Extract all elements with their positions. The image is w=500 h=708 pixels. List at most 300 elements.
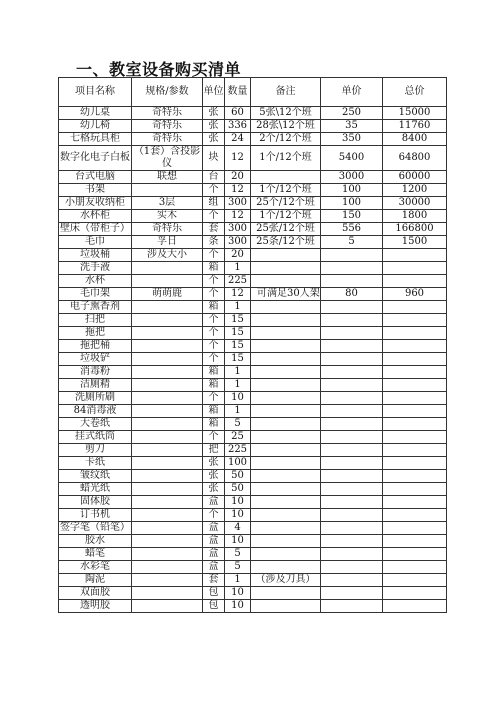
cell-item-name: 大卷纸: [59, 418, 132, 431]
cell-unit-price: [321, 249, 383, 262]
cell-unit: 套: [203, 223, 225, 236]
cell-spec: （1套）含投影仪: [132, 146, 203, 171]
cell-total-price: [383, 457, 447, 470]
cell-remark: 28张\12个班: [251, 120, 321, 133]
cell-unit: 块: [203, 146, 225, 171]
cell-quantity: 10: [225, 496, 251, 509]
cell-quantity: 10: [225, 587, 251, 600]
cell-item-name: 皱纹纸: [59, 470, 132, 483]
cell-unit-price: [321, 275, 383, 288]
cell-unit-price: [321, 262, 383, 275]
cell-item-name: 洗手液: [59, 262, 132, 275]
cell-quantity: 5: [225, 561, 251, 574]
cell-item-name: 幼儿椅: [59, 120, 132, 133]
cell-spec: [132, 353, 203, 366]
cell-remark: [251, 327, 321, 340]
cell-remark: [251, 366, 321, 379]
table-row: [59, 600, 447, 613]
cell-unit-price: [321, 522, 383, 535]
cell-unit: 张: [203, 470, 225, 483]
cell-remark: [251, 275, 321, 288]
cell-quantity: 10: [225, 600, 251, 613]
cell-unit: 包: [203, 600, 225, 613]
table-row: [59, 470, 447, 483]
cell-total-price: 60000: [383, 171, 447, 184]
cell-total-price: [383, 405, 447, 418]
cell-remark: [251, 392, 321, 405]
cell-remark: （涉及刀具）: [251, 574, 321, 587]
cell-item-name: 垃圾铲: [59, 353, 132, 366]
cell-item-name: 水杯柜: [59, 210, 132, 223]
cell-unit: 组: [203, 197, 225, 210]
cell-unit-price: [321, 431, 383, 444]
cell-remark: 25个/12个班: [251, 197, 321, 210]
cell-remark: [251, 522, 321, 535]
cell-spec: [132, 405, 203, 418]
cell-total-price: [383, 509, 447, 522]
cell-spec: 联想: [132, 171, 203, 184]
cell-unit-price: [321, 301, 383, 314]
cell-total-price: [383, 600, 447, 613]
cell-unit: 条: [203, 236, 225, 249]
cell-spec: 孚日: [132, 236, 203, 249]
cell-unit: 包: [203, 587, 225, 600]
cell-total-price: 64800: [383, 146, 447, 171]
cell-unit: 个: [203, 314, 225, 327]
cell-item-name: 陶泥: [59, 574, 132, 587]
table-row: [59, 561, 447, 574]
cell-item-name: 胶水: [59, 535, 132, 548]
cell-remark: 可满足30人架: [251, 288, 321, 301]
cell-total-price: [383, 301, 447, 314]
cell-remark: 5张\12个班: [251, 107, 321, 120]
cell-remark: 2个/12个班: [251, 133, 321, 146]
cell-total-price: 1800: [383, 210, 447, 223]
table-row: [59, 223, 447, 236]
cell-spec: 萌萌鹿: [132, 288, 203, 301]
cell-unit: 个: [203, 249, 225, 262]
cell-item-name: 双面胶: [59, 587, 132, 600]
table-row: [59, 301, 447, 314]
cell-remark: 25条/12个班: [251, 236, 321, 249]
table-row: [59, 171, 447, 184]
cell-remark: [251, 470, 321, 483]
cell-item-name: 84消毒液: [59, 405, 132, 418]
cell-remark: [251, 600, 321, 613]
cell-spec: [132, 444, 203, 457]
cell-unit: 个: [203, 327, 225, 340]
cell-unit: 箱: [203, 262, 225, 275]
cell-unit-price: [321, 353, 383, 366]
cell-item-name: 消毒粉: [59, 366, 132, 379]
table-row: [59, 457, 447, 470]
cell-unit: 个: [203, 509, 225, 522]
table-row: [59, 107, 447, 120]
cell-unit: 盒: [203, 535, 225, 548]
cell-quantity: 300: [225, 223, 251, 236]
cell-quantity: 12: [225, 184, 251, 197]
cell-spec: [132, 327, 203, 340]
table-row: [59, 431, 447, 444]
cell-spec: 奇特乐: [132, 133, 203, 146]
cell-item-name: 透明胶: [59, 600, 132, 613]
cell-quantity: 25: [225, 431, 251, 444]
cell-unit-price: [321, 548, 383, 561]
cell-spec: [132, 548, 203, 561]
cell-total-price: 1200: [383, 184, 447, 197]
cell-unit-price: [321, 379, 383, 392]
table-row: [59, 146, 447, 171]
cell-unit: 箱: [203, 418, 225, 431]
cell-spec: 涉及大小: [132, 249, 203, 262]
cell-item-name: 电子熏香剂: [59, 301, 132, 314]
cell-total-price: 30000: [383, 197, 447, 210]
cell-spec: [132, 470, 203, 483]
cell-spec: 奇特乐: [132, 107, 203, 120]
cell-spec: [132, 457, 203, 470]
cell-unit-price: [321, 483, 383, 496]
table-row: [59, 535, 447, 548]
cell-quantity: 5: [225, 418, 251, 431]
header-total-price: 总价: [383, 78, 447, 107]
table-row: [59, 574, 447, 587]
cell-spec: [132, 509, 203, 522]
cell-quantity: 12: [225, 288, 251, 301]
header-unit-price: 单价: [321, 78, 383, 107]
cell-remark: [251, 535, 321, 548]
cell-item-name: 固体胶: [59, 496, 132, 509]
cell-unit-price: [321, 574, 383, 587]
cell-unit-price: 35: [321, 120, 383, 133]
table-row: [59, 236, 447, 249]
cell-total-price: [383, 249, 447, 262]
cell-spec: [132, 379, 203, 392]
cell-unit: 盒: [203, 496, 225, 509]
cell-unit-price: 150: [321, 210, 383, 223]
cell-spec: [132, 496, 203, 509]
cell-remark: [251, 496, 321, 509]
cell-quantity: 4: [225, 522, 251, 535]
table-row: [59, 262, 447, 275]
cell-item-name: 七格玩具柜: [59, 133, 132, 146]
cell-quantity: 1: [225, 262, 251, 275]
cell-total-price: [383, 431, 447, 444]
cell-remark: [251, 444, 321, 457]
table-row: [59, 366, 447, 379]
cell-total-price: [383, 522, 447, 535]
equipment-table: [58, 77, 447, 613]
cell-item-name: 拖把桶: [59, 340, 132, 353]
header-item-name: 项目名称: [59, 78, 132, 107]
cell-item-name: 剪刀: [59, 444, 132, 457]
cell-total-price: [383, 561, 447, 574]
cell-total-price: 1500: [383, 236, 447, 249]
table-row: [59, 314, 447, 327]
cell-spec: [132, 275, 203, 288]
cell-remark: [251, 548, 321, 561]
header-spec: 规格/参数: [132, 78, 203, 107]
cell-unit-price: [321, 418, 383, 431]
cell-unit: 箱: [203, 366, 225, 379]
cell-total-price: [383, 379, 447, 392]
cell-spec: [132, 392, 203, 405]
cell-quantity: 24: [225, 133, 251, 146]
cell-unit-price: 556: [321, 223, 383, 236]
cell-remark: 1个/12个班: [251, 210, 321, 223]
table-body: [59, 107, 447, 613]
cell-quantity: 60: [225, 107, 251, 120]
cell-unit: 个: [203, 275, 225, 288]
cell-unit: 个: [203, 340, 225, 353]
table-row: [59, 120, 447, 133]
cell-item-name: 垃圾桶: [59, 249, 132, 262]
cell-remark: [251, 301, 321, 314]
cell-unit: 个: [203, 392, 225, 405]
table-row: [59, 197, 447, 210]
cell-unit: 台: [203, 171, 225, 184]
cell-unit: 个: [203, 184, 225, 197]
cell-total-price: [383, 470, 447, 483]
cell-unit-price: 5400: [321, 146, 383, 171]
cell-unit: 箱: [203, 405, 225, 418]
table-row: [59, 327, 447, 340]
cell-total-price: [383, 314, 447, 327]
cell-item-name: 水彩笔: [59, 561, 132, 574]
cell-total-price: [383, 574, 447, 587]
cell-total-price: [383, 483, 447, 496]
cell-quantity: 1: [225, 574, 251, 587]
cell-unit-price: [321, 340, 383, 353]
header-quantity: 数量: [225, 78, 251, 107]
cell-item-name: 数字化电子白板: [59, 146, 132, 171]
cell-total-price: [383, 340, 447, 353]
cell-unit: 套: [203, 574, 225, 587]
table-row: [59, 522, 447, 535]
cell-quantity: 15: [225, 314, 251, 327]
cell-remark: [251, 457, 321, 470]
cell-unit: 个: [203, 210, 225, 223]
cell-unit-price: 3000: [321, 171, 383, 184]
table-row: [59, 392, 447, 405]
table-row: [59, 210, 447, 223]
cell-total-price: [383, 444, 447, 457]
cell-quantity: 12: [225, 146, 251, 171]
cell-unit: 个: [203, 288, 225, 301]
cell-unit: 盒: [203, 548, 225, 561]
cell-item-name: 卡纸: [59, 457, 132, 470]
cell-quantity: 1: [225, 301, 251, 314]
cell-unit: 张: [203, 133, 225, 146]
table-row: [59, 444, 447, 457]
header-unit: 单位: [203, 78, 225, 107]
cell-item-name: 壁床（带柜子）: [60, 223, 130, 234]
cell-unit: 张: [203, 120, 225, 133]
cell-unit: 个: [203, 353, 225, 366]
cell-unit-price: [321, 509, 383, 522]
cell-total-price: [383, 418, 447, 431]
cell-total-price: 166800: [383, 223, 447, 236]
cell-spec: 实木: [132, 210, 203, 223]
cell-item-name: 拖把: [59, 327, 132, 340]
cell-spec: [132, 366, 203, 379]
table-row: [59, 587, 447, 600]
cell-total-price: [383, 366, 447, 379]
cell-unit: 张: [203, 483, 225, 496]
cell-unit-price: [321, 587, 383, 600]
cell-item-name: 扫把: [59, 314, 132, 327]
cell-unit-price: [321, 405, 383, 418]
cell-spec: [132, 483, 203, 496]
cell-remark: [251, 431, 321, 444]
cell-item-name: 幼儿桌: [59, 107, 132, 120]
cell-remark: [251, 262, 321, 275]
cell-spec: [132, 522, 203, 535]
cell-unit-price: 100: [321, 184, 383, 197]
cell-item-name: 订书机: [59, 509, 132, 522]
cell-remark: [251, 353, 321, 366]
cell-quantity: 1: [225, 405, 251, 418]
cell-quantity: 1: [225, 366, 251, 379]
cell-unit-price: 100: [321, 197, 383, 210]
table-row: [59, 379, 447, 392]
cell-remark: [251, 587, 321, 600]
cell-item-name: 蜡光纸: [59, 483, 132, 496]
cell-total-price: 8400: [383, 133, 447, 146]
cell-total-price: [383, 262, 447, 275]
cell-remark: [251, 561, 321, 574]
cell-remark: 1个/12个班: [251, 146, 321, 171]
cell-quantity: 15: [225, 340, 251, 353]
cell-unit-price: 350: [321, 133, 383, 146]
cell-spec: [132, 184, 203, 197]
cell-spec: [132, 431, 203, 444]
cell-quantity: 20: [225, 249, 251, 262]
cell-spec: [132, 314, 203, 327]
table-row: [59, 133, 447, 146]
cell-quantity: 10: [225, 509, 251, 522]
cell-item-name: 洁厕精: [59, 379, 132, 392]
cell-spec: [132, 262, 203, 275]
cell-unit: 个: [203, 431, 225, 444]
cell-total-price: 11760: [383, 120, 447, 133]
cell-unit: 张: [203, 457, 225, 470]
cell-quantity: 1: [225, 379, 251, 392]
cell-item-name: 蜡笔: [59, 548, 132, 561]
cell-item-name: 毛巾: [59, 236, 132, 249]
cell-total-price: 960: [383, 288, 447, 301]
cell-quantity: 300: [225, 197, 251, 210]
cell-quantity: 225: [225, 275, 251, 288]
cell-unit-price: 5: [321, 236, 383, 249]
cell-remark: [251, 340, 321, 353]
header-remark: 备注: [251, 78, 321, 107]
cell-spec: [132, 574, 203, 587]
cell-unit: 箱: [203, 379, 225, 392]
cell-item-name: 挂式纸筒: [59, 431, 132, 444]
cell-quantity: 10: [225, 535, 251, 548]
cell-unit-price: [321, 314, 383, 327]
cell-item-name: 台式电脑: [59, 171, 132, 184]
cell-quantity: 50: [225, 483, 251, 496]
cell-quantity: 225: [225, 444, 251, 457]
cell-spec: [132, 340, 203, 353]
cell-unit-price: [321, 561, 383, 574]
cell-quantity: 15: [225, 353, 251, 366]
cell-quantity: 10: [225, 392, 251, 405]
cell-spec: [132, 561, 203, 574]
cell-spec: [132, 418, 203, 431]
cell-unit-price: [321, 457, 383, 470]
cell-total-price: [383, 353, 447, 366]
table-row: [59, 496, 447, 509]
cell-quantity: 5: [225, 548, 251, 561]
cell-remark: [251, 249, 321, 262]
cell-spec: 奇特乐: [132, 120, 203, 133]
cell-total-price: [383, 587, 447, 600]
cell-quantity: 100: [225, 457, 251, 470]
cell-unit: 盒: [203, 561, 225, 574]
table-row: [59, 509, 447, 522]
cell-item-name: 签字笔（铅笔）: [60, 522, 130, 533]
cell-spec: [132, 587, 203, 600]
cell-quantity: 336: [225, 120, 251, 133]
cell-quantity: 20: [225, 171, 251, 184]
cell-remark: [251, 405, 321, 418]
table-row: [59, 275, 447, 288]
cell-unit-price: [321, 392, 383, 405]
cell-unit-price: [321, 600, 383, 613]
cell-quantity: 12: [225, 210, 251, 223]
cell-spec: 奇特乐: [132, 223, 203, 236]
cell-item-name: 水杯: [59, 275, 132, 288]
cell-unit-price: [321, 496, 383, 509]
cell-remark: [251, 509, 321, 522]
cell-unit-price: [321, 366, 383, 379]
cell-unit-price: [321, 535, 383, 548]
table-row: [59, 483, 447, 496]
cell-remark: [251, 314, 321, 327]
cell-item-name: 毛巾架: [59, 288, 132, 301]
table-header-row: [59, 78, 447, 107]
cell-spec: [132, 301, 203, 314]
cell-spec: [132, 535, 203, 548]
cell-remark: 1个/12个班: [251, 184, 321, 197]
cell-quantity: 15: [225, 327, 251, 340]
cell-spec: [132, 600, 203, 613]
cell-unit-price: [321, 327, 383, 340]
cell-total-price: [383, 392, 447, 405]
cell-remark: [251, 483, 321, 496]
cell-remark: [251, 418, 321, 431]
cell-remark: [251, 379, 321, 392]
cell-remark: [251, 171, 321, 184]
cell-total-price: [383, 535, 447, 548]
cell-total-price: 15000: [383, 107, 447, 120]
cell-quantity: 50: [225, 470, 251, 483]
cell-total-price: [383, 275, 447, 288]
page-title: 一、教室设备购买清单: [76, 60, 242, 79]
cell-total-price: [383, 548, 447, 561]
table-row: [59, 418, 447, 431]
cell-total-price: [383, 327, 447, 340]
cell-unit: 张: [203, 107, 225, 120]
cell-unit-price: [321, 470, 383, 483]
table-row: [59, 288, 447, 301]
cell-remark: 25张/12个班: [251, 223, 321, 236]
cell-item-name: 小朋友收纳柜: [59, 197, 132, 210]
table-row: [59, 340, 447, 353]
cell-unit-price: 250: [321, 107, 383, 120]
